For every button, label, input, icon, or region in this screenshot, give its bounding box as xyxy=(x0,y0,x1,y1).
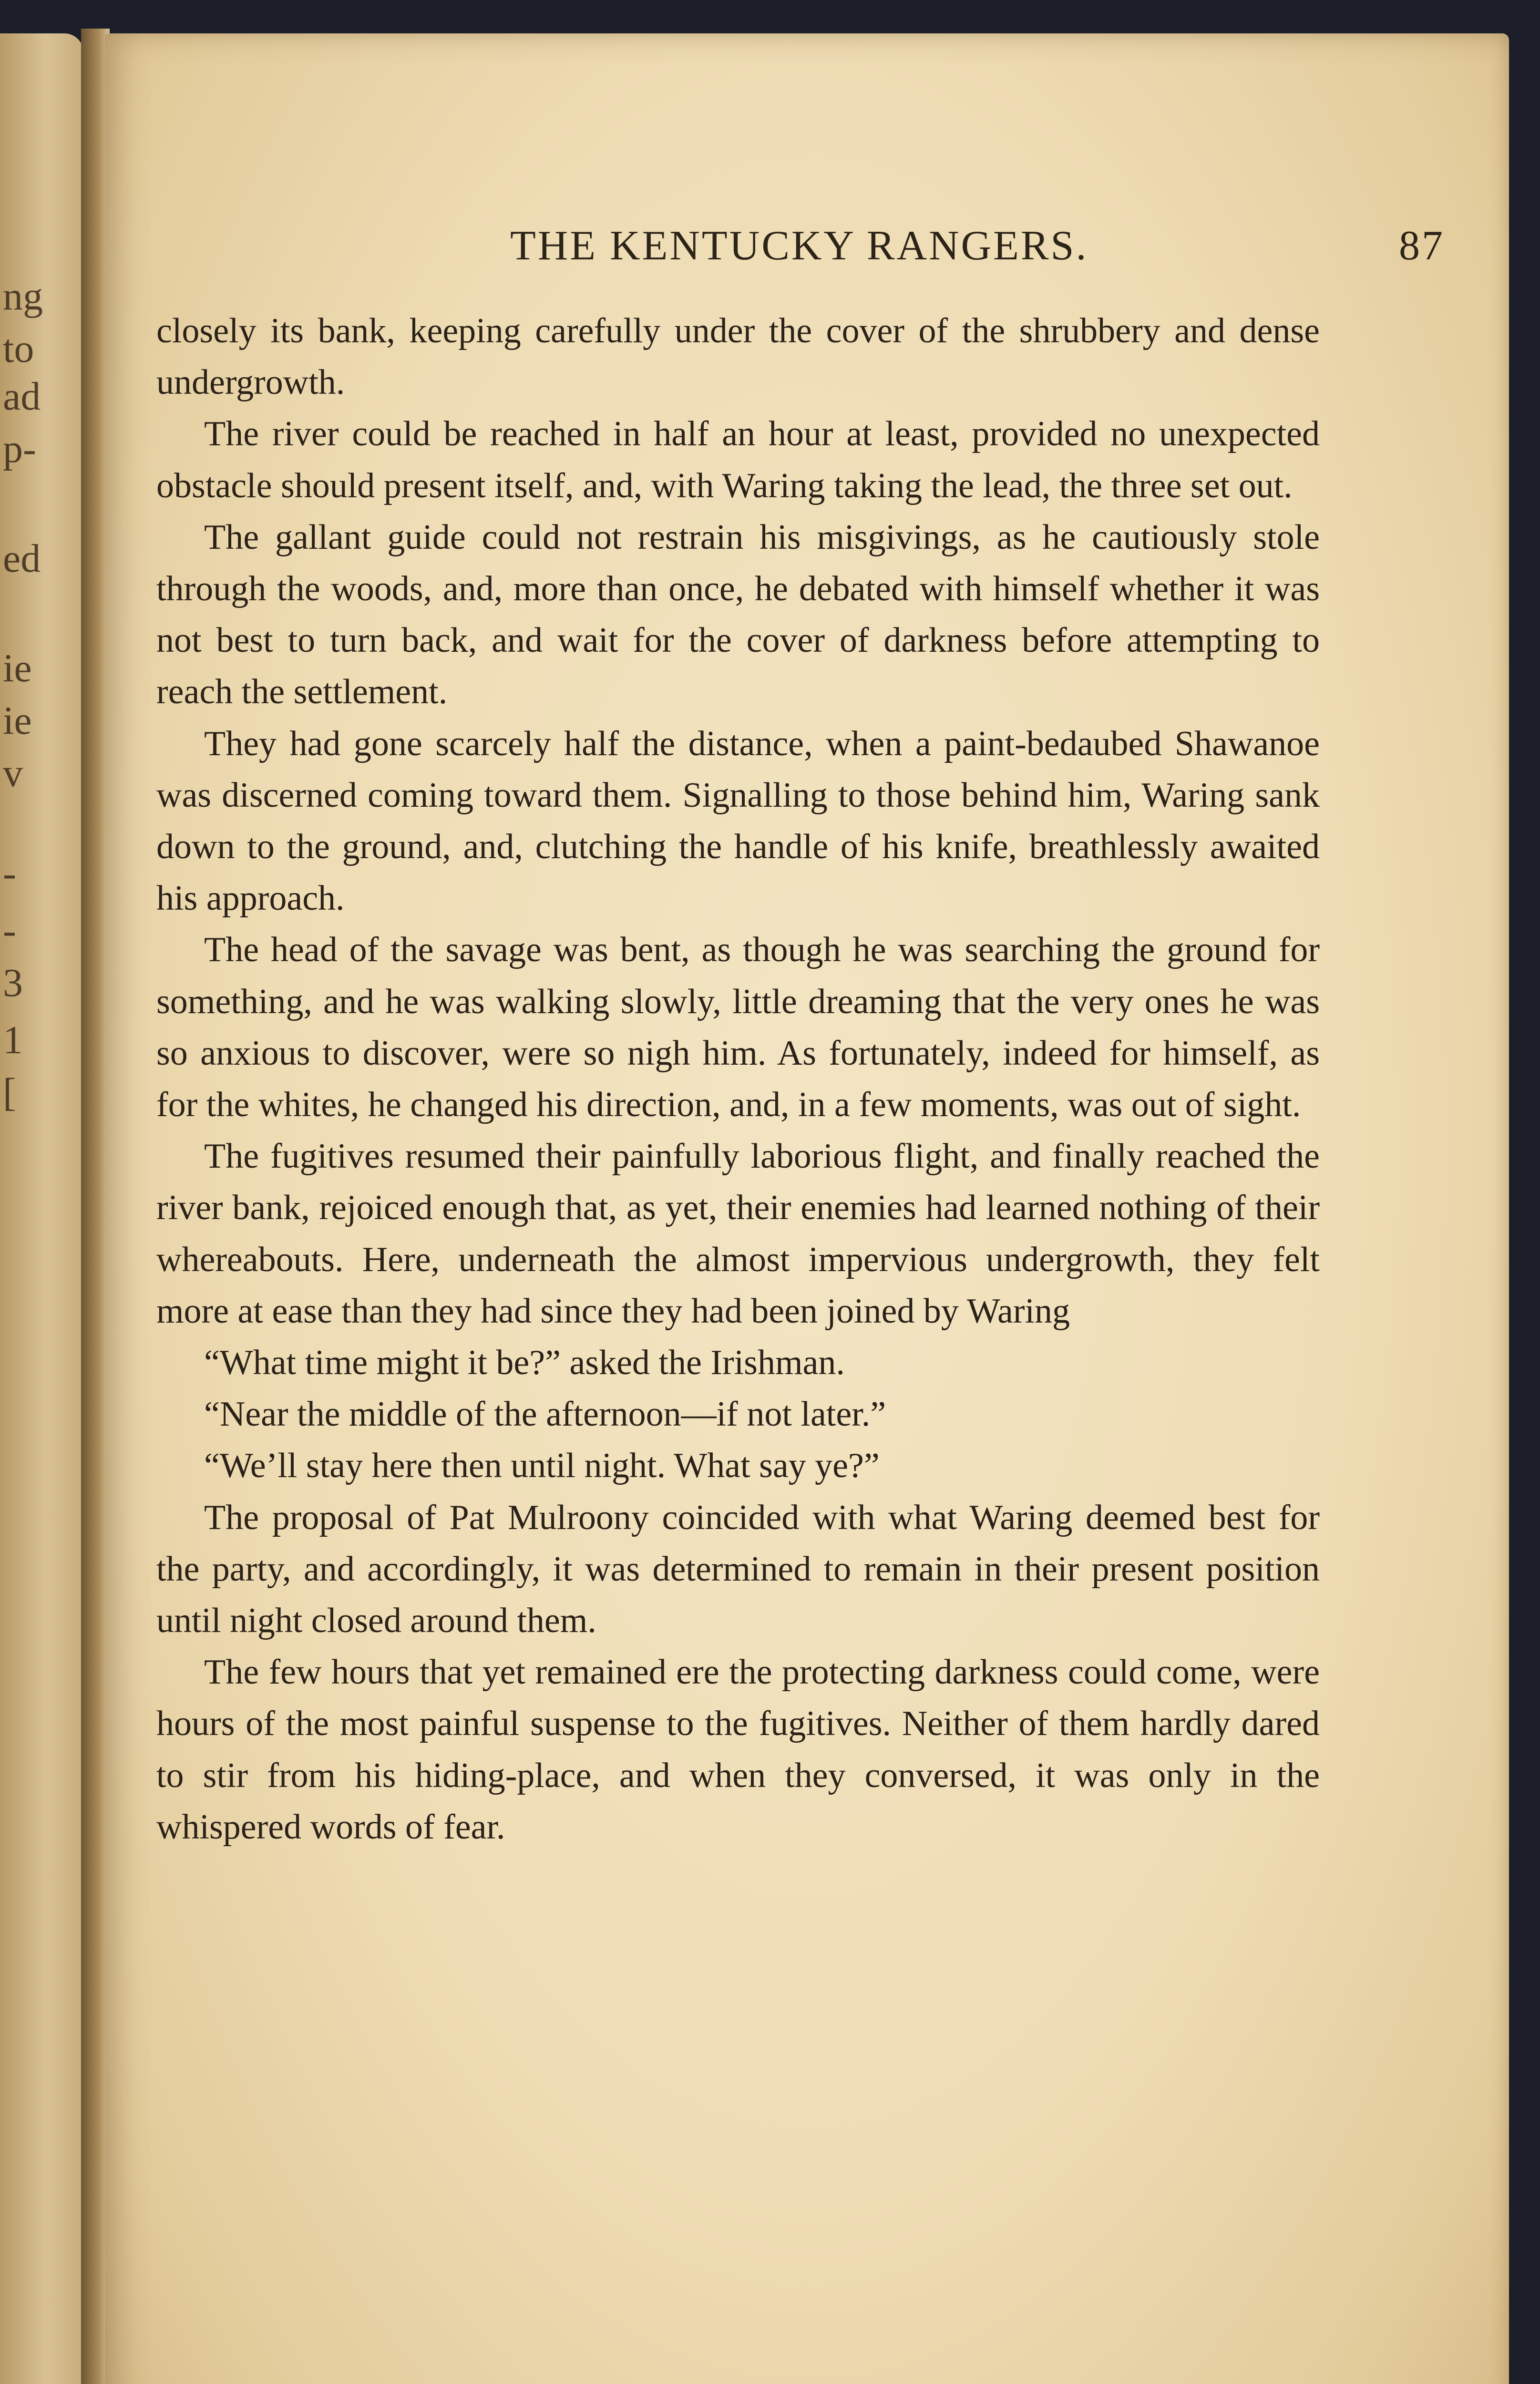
paragraph: The gallant guide could not restrain his misgivings, as he cautiously stole through the woods, and, more than once, he debated with himself whether it was not best to turn back, and wait for the cover of darkness before attempting to reach the settlement. xyxy=(156,517,1320,712)
left-page-fragment: ie xyxy=(3,646,32,690)
paragraph: closely its bank, keeping carefully under the cover of the shrubbery and dense undergrowth. xyxy=(156,311,1320,402)
paragraph: They had gone scarcely half the distance, when a paint-bedaubed Shawanoe was discerned coming toward them. Signalling to those behind him, Waring sank down to the ground, and, clutching the handle of his knife, breathlessly awaited his approach. xyxy=(156,724,1320,918)
dialogue-line: “Near the middle of the afternoon—if not later.” xyxy=(204,1395,886,1434)
left-page-fragment: [ xyxy=(3,1070,16,1115)
paragraph: The river could be reached in half an hour at least, provided no unexpected obstacle should present itself, and, with Waring taking the lead, the three set out. xyxy=(156,414,1320,505)
left-page-fragment: p- xyxy=(3,427,36,471)
page-number: 87 xyxy=(1399,223,1445,269)
left-page-edge xyxy=(0,33,83,2384)
left-page-fragment: v xyxy=(3,751,23,795)
paragraph: The head of the savage was bent, as though he was searching the ground for something, and he was walking slowly, little dreaming that the very ones he was so anxious to discover, were so nigh him. As fortunately, indeed for himself, as for the whites, he changed his direction, and, in a few moments, was out of sight. xyxy=(156,930,1320,1125)
left-page-fragment: 3 xyxy=(3,961,23,1005)
left-page-fragment: ng xyxy=(3,274,43,319)
left-page-fragment: ie xyxy=(3,699,32,743)
dialogue-line: “We’ll stay here then until night. What say ye?” xyxy=(204,1446,880,1486)
left-page-fragment: - xyxy=(3,851,16,895)
book-page xyxy=(105,33,1509,2384)
body-text xyxy=(156,305,1320,1853)
paragraph: The fugitives resumed their painfully laborious flight, and finally reached the river bank, rejoiced enough that, as yet, their enemies had learned nothing of their whereabouts. Here, underneath the almost impervious undergrowth, they felt more at ease than they had since they had been joined by Waring xyxy=(156,1137,1320,1331)
running-header xyxy=(405,212,1445,274)
left-page-fragment: to xyxy=(3,327,34,371)
paragraph: The proposal of Pat Mulroony coincided with what Waring deemed best for the party, and accordingly, it was determined to remain in their present position until night closed around them. xyxy=(156,1498,1320,1641)
left-page-fragment: ed xyxy=(3,536,41,581)
dialogue-line: “What time might it be?” asked the Irishman. xyxy=(204,1343,845,1383)
left-page-fragment: - xyxy=(3,908,16,953)
left-page-fragment: ad xyxy=(3,374,41,419)
paragraph: The few hours that yet remained ere the protecting darkness could come, were hours of the most painful suspense to the fugitives. Neither of them hardly dared to stir from his hiding-place, and when they conversed, it was only in the whispered words of fear. xyxy=(156,1653,1320,1847)
running-title: THE KENTUCKY RANGERS. xyxy=(510,223,1088,269)
left-page-fragment: 1 xyxy=(3,1018,23,1062)
